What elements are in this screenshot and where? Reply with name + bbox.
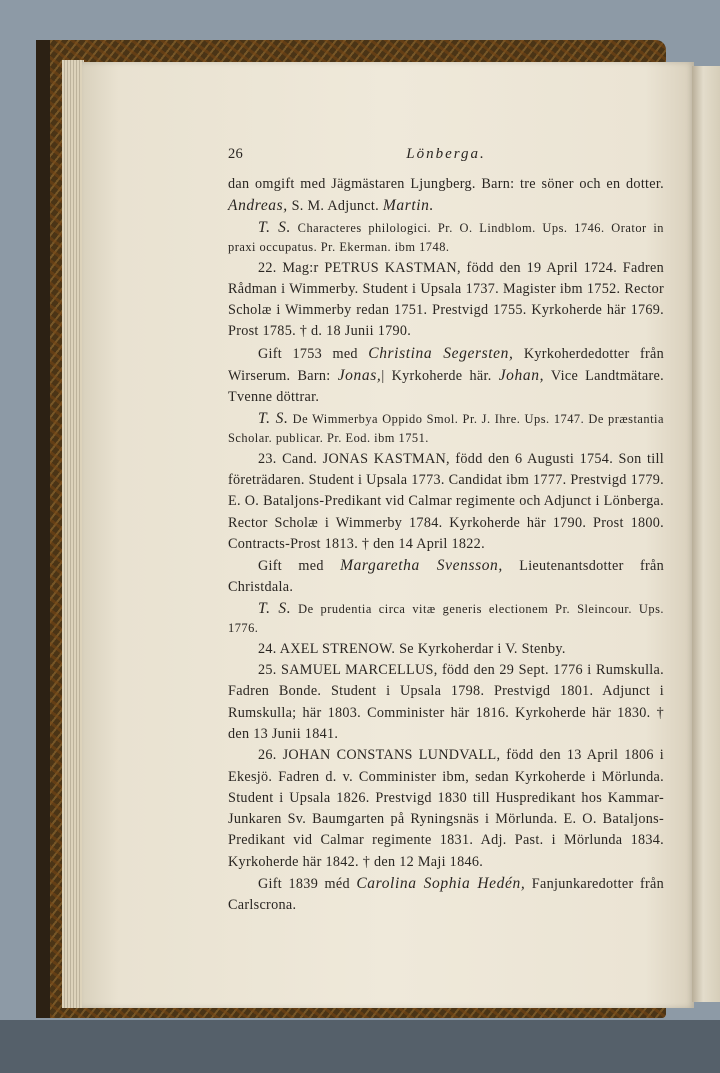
running-title: Lönberga. (406, 146, 486, 162)
italic-text: Carolina Sophia Hedén, (356, 875, 526, 893)
text-run: 26. JOHAN CONSTANS LUNDVALL, född den 13 April 1806 i Ekesjö. Fadren d. v. Comminister ibm, sedan Kyrkoherde i Mörlunda. Student i Upsala 1826. Prestvigd 1830 till Huspredikant hos Kammar-Junkaren Sv. Baumgarten på Ryningsnäs i Mörlunda. E. O. Bataljons-Predikant vid Calmar regimente 1831. Adj. Past. i Mörlunda 1834. Kyrkoherde här 1842. † den 12 Maji 1846. (228, 747, 664, 870)
text-run: dan omgift med Jägmästaren Ljungberg. Barn: tre söner och en dotter. (228, 176, 664, 192)
italic-text: T. S. (258, 218, 291, 236)
paragraph (228, 218, 664, 258)
page-stack-left (62, 60, 84, 1008)
paragraph (228, 343, 664, 409)
book-spine (36, 40, 50, 1018)
paragraph (228, 639, 664, 660)
text-run: De Wimmerbya Oppido Smol. Pr. J. Ihre. Ups. 1747. De præstantia Scholar. publicar. Pr. Eod. ibm 1751. (228, 411, 664, 446)
paragraph (228, 174, 664, 218)
text-run: Gift 1753 med (258, 345, 369, 362)
text-run: Characteres philologici. Pr. O. Lindblom. Ups. 1746. Orator in praxi occupatus. Pr. Ekerman. ibm 1748. (228, 220, 664, 255)
italic-text: T. S. (258, 599, 292, 617)
paragraph (228, 449, 664, 555)
paragraph (228, 599, 664, 639)
text-run: 23. Cand. JONAS KASTMAN, född den 6 Augusti 1754. Son till företrädaren. Student i Upsala 1773. Candidat ibm 1777. Prestvigd 1779. E. O. Bataljons-Predikant vid Calmar regimente och Adjunct i Lönberga. Rector Scholæ i Wimmerby 1784. Kyrkoherde här 1790. Prost 1800. Contracts-Prost 1813. † den 14 April 1822. (228, 450, 664, 552)
italic-text: Christina Segersten, (368, 344, 514, 362)
text-run: Lieutenantsdotter från Christdala. (228, 558, 664, 596)
text-run: Vice Landtmätare. Tvenne döttrar. (228, 368, 664, 406)
page-number: 26 (228, 146, 244, 162)
body-text (228, 174, 664, 917)
text-run: 24. AXEL STRENOW. Se Kyrkoherdar i V. Stenby. (258, 640, 566, 657)
italic-text: Margaretha Svensson, (340, 557, 503, 575)
paragraph (228, 258, 664, 343)
page-text (228, 144, 664, 917)
italic-text: Jonas, (337, 367, 382, 385)
italic-text: Martin. (382, 197, 434, 215)
text-run: Gift med (258, 558, 341, 575)
paragraph (228, 555, 664, 599)
italic-text: T. S. (258, 409, 289, 427)
italic-text: Andreas, (228, 197, 288, 215)
text-run: De prudentia circa vitæ generis electionem Pr. Sleincour. Ups. 1776. (228, 601, 664, 636)
facing-page-edge (692, 66, 720, 1002)
text-run: S. M. Adjunct. (287, 198, 383, 215)
paragraph (228, 660, 664, 745)
text-run: Fanjunkaredotter från Carlscrona. (228, 876, 665, 914)
text-run: 22. Mag:r PETRUS KASTMAN, född den 19 April 1724. Fadren Rådman i Wimmerby. Student i Upsala 1737. Magister ibm 1752. Rector Scholæ i Wimmerby redan 1751. Prestvigd 1755. Kyrkoherde här 1769. Prost 1785. † d. 18 Junii 1790. (228, 259, 664, 340)
paragraph (228, 745, 664, 873)
italic-text: Johan, (498, 367, 545, 385)
page-header (228, 144, 664, 174)
text-run: Gift 1839 méd (258, 876, 357, 893)
paragraph (228, 409, 664, 449)
paragraph (228, 873, 664, 917)
backdrop (0, 1020, 720, 1073)
text-run: | Kyrkoherde här. (381, 368, 499, 385)
text-run: 25. SAMUEL MARCELLUS, född den 29 Sept. 1776 i Rumskulla. Fadren Bonde. Student i Upsala 1798. Prestvigd 1801. Adjunct i Rumskulla; här 1803. Comminister här 1816. Kyrkoherde här 1830. † den 13 Junii 1841. (228, 662, 664, 742)
text-run: Kyrkoherdedotter från Wirserum. Barn: (228, 345, 664, 385)
